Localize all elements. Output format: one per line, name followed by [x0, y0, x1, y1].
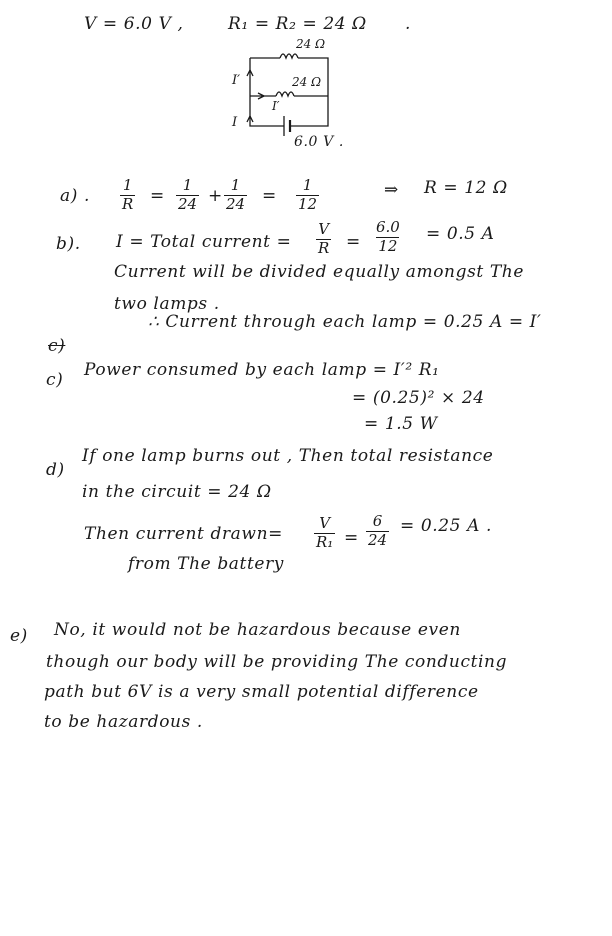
given-resistances: R₁ = R₂ = 24 Ω: [228, 14, 367, 34]
current-iprime-mid: I′: [272, 99, 280, 113]
part-a-frac-2: $\frac{1}{24}$: [178, 176, 198, 213]
part-d-result: = 0.25 A .: [400, 516, 492, 536]
part-b-label: b).: [56, 234, 81, 254]
part-a-label: a) .: [60, 186, 90, 206]
current-iprime-top: I′: [232, 73, 241, 88]
part-b-result: = 0.5 A: [426, 224, 495, 244]
part-d-eq: =: [344, 528, 359, 548]
part-c-struck-label: c): [48, 336, 66, 356]
part-e-line1: No, it would not be hazardous because even: [54, 620, 461, 640]
given-dot: .: [405, 14, 412, 34]
part-a-eq-1: =: [150, 186, 165, 206]
part-a-frac-3: $\frac{1}{24}$: [226, 176, 246, 213]
part-d-line4: from The battery: [128, 554, 285, 574]
part-a-plus: +: [208, 186, 223, 206]
current-i-main: I: [232, 115, 238, 130]
lamp-r2-coil: [276, 92, 294, 96]
part-b-line3: two lamps .: [114, 294, 220, 314]
part-b-frac-1: $\frac{V}{R}$: [318, 220, 330, 257]
part-a-frac-4: $\frac{1}{12}$: [298, 176, 318, 213]
part-b-eq: =: [346, 232, 361, 252]
part-a-frac-1: $\frac{1}{R}$: [122, 176, 134, 213]
part-c-line1: Power consumed by each lamp = I′² R₁: [84, 360, 440, 380]
part-d-frac-2: $\frac{6}{24}$: [368, 512, 388, 549]
part-c-line3: = 1.5 W: [364, 414, 438, 434]
given-voltage: V = 6.0 V ,: [84, 14, 184, 34]
part-b-line2: Current will be divided equally amongst The: [114, 262, 524, 282]
part-e-line2: though our body will be providing The conducting: [46, 652, 508, 672]
part-d-label: d): [46, 460, 65, 480]
part-e-line3: path but 6V is a very small potential difference: [44, 682, 479, 702]
part-d-line2: in the circuit = 24 Ω: [82, 482, 272, 502]
r2-label: 24 Ω: [292, 75, 322, 89]
part-c-line2: = (0.25)² × 24: [352, 388, 485, 408]
part-c-label: c): [46, 370, 64, 390]
battery-label: 6.0 V .: [294, 134, 344, 150]
part-d-line3: Then current drawn=: [84, 524, 283, 544]
part-b-line4: ∴ Current through each lamp = 0.25 A = I′: [148, 312, 542, 332]
part-b-line1: I = Total current =: [116, 232, 292, 252]
part-a-eq-2: =: [262, 186, 277, 206]
part-a-implies: ⇒: [384, 180, 399, 200]
part-b-frac-2: $\frac{6.0}{12}$: [376, 218, 400, 255]
lamp-r1-coil: [280, 54, 298, 58]
part-d-frac-1: $\frac{V}{\text{R₁}}$: [316, 514, 334, 551]
r1-label: 24 Ω: [296, 37, 326, 51]
part-d-line1: If one lamp burns out , Then total resistance: [82, 446, 494, 466]
part-a-result: R = 12 Ω: [424, 178, 508, 198]
part-e-label: e): [10, 626, 28, 646]
part-e-line4: to be hazardous .: [44, 712, 203, 732]
